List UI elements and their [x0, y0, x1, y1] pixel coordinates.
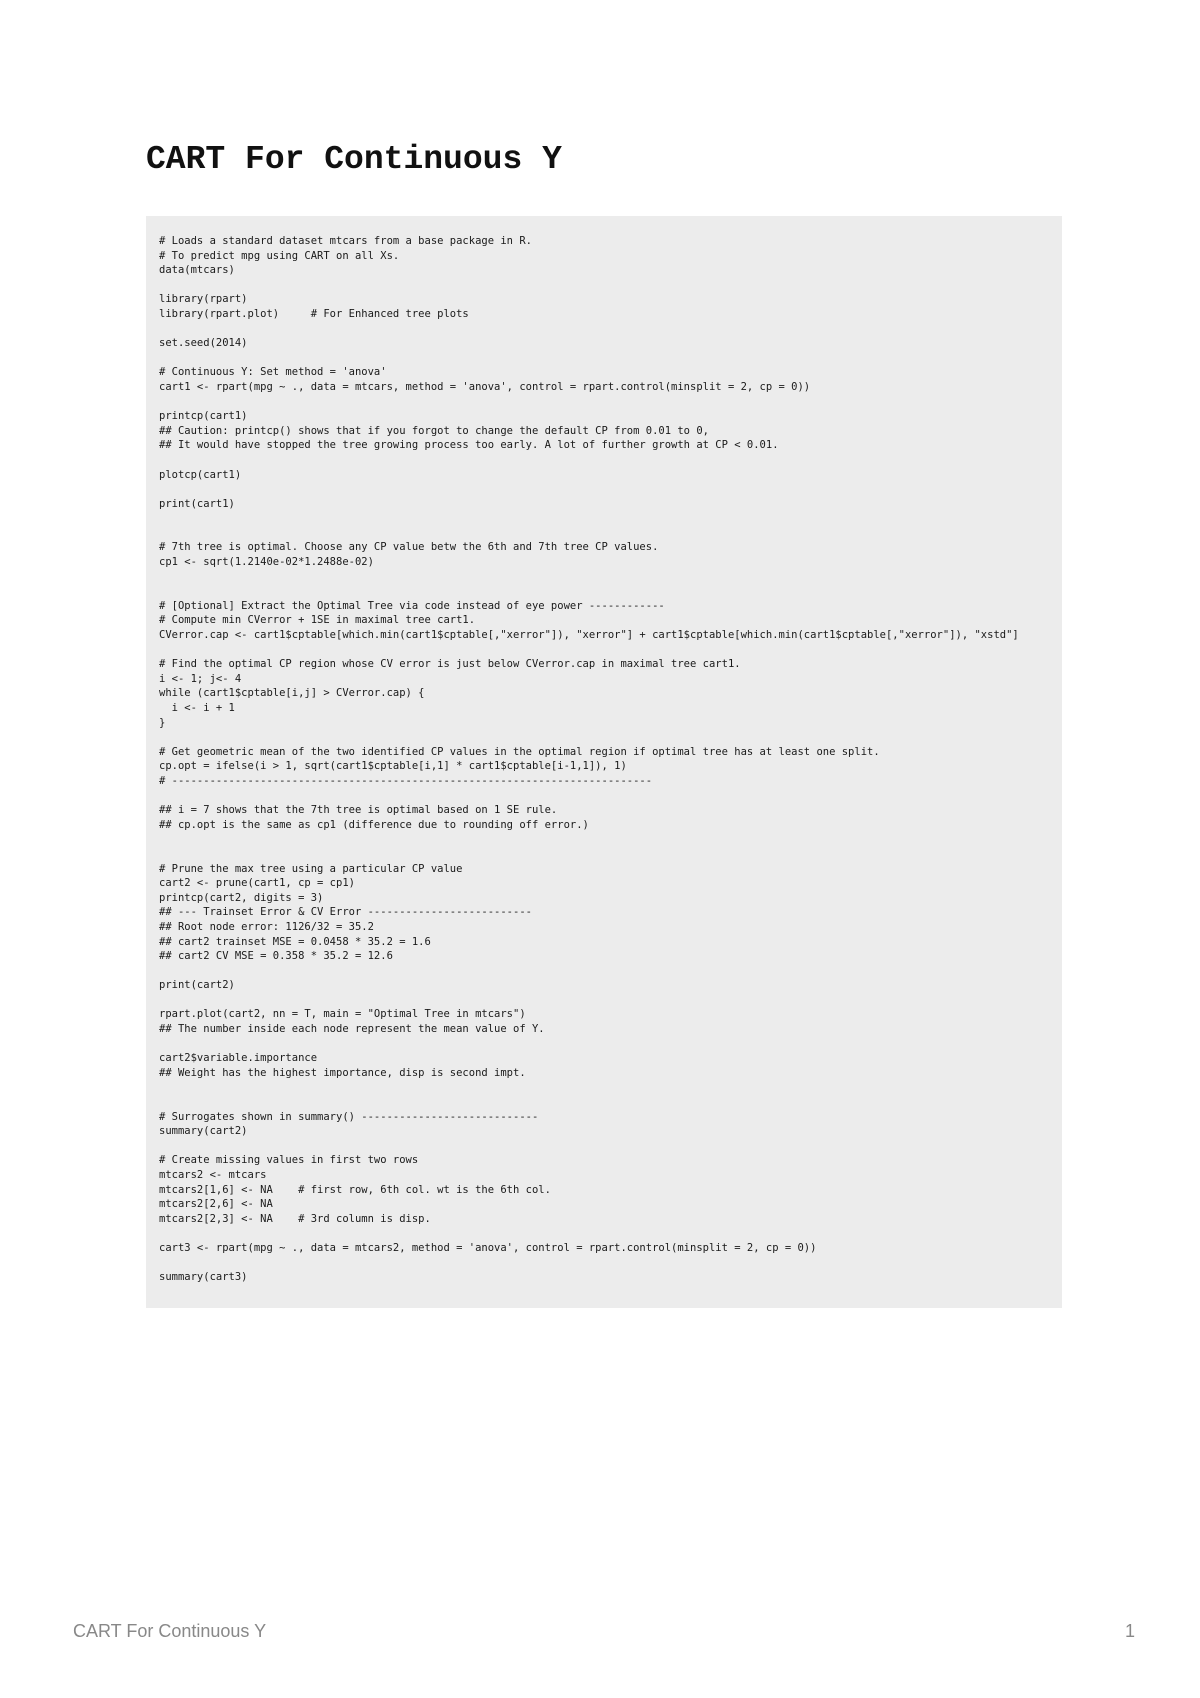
code-line: [159, 453, 1050, 468]
code-line: mtcars2 <- mtcars: [159, 1169, 267, 1181]
code-line: # To predict mpg using CART on all Xs.: [159, 249, 400, 262]
code-line: [159, 1037, 1050, 1052]
code-line: [159, 351, 1050, 366]
code-line: plotcp(cart1): [159, 468, 242, 481]
code-line: ## i = 7 shows that the 7th tree is optimal based on 1 SE rule.: [159, 804, 558, 817]
code-line: print(cart1): [159, 497, 235, 510]
code-line: library(rpart): [159, 293, 248, 306]
code-line: [159, 847, 1050, 862]
code-line: cart1 <- rpart(mpg ~ ., data = mtcars, method = 'anova', control = rpart.control(minsplit = 2, cp = 0)): [159, 380, 811, 393]
code-line: [159, 1139, 1050, 1154]
code-line: ## Root node error: 1126/32 = 35.2: [159, 920, 374, 933]
code-line: [159, 584, 1050, 599]
code-line: # Prune the max tree using a particular CP value: [159, 862, 463, 875]
code-line: [159, 570, 1050, 585]
code-line: # Compute min CVerror + 1SE in maximal tree cart1.: [159, 614, 476, 627]
code-line: [159, 789, 1050, 804]
page-number: 1: [1124, 1621, 1135, 1641]
code-line: print(cart2): [159, 979, 235, 992]
code-line: cart2$variable.importance: [159, 1052, 318, 1065]
code-line: summary(cart3): [159, 1271, 248, 1284]
code-line: }: [159, 716, 166, 729]
code-line: data(mtcars): [159, 264, 235, 277]
code-line: [159, 482, 1050, 497]
code-line: CVerror.cap <- cart1$cptable[which.min(cart1$cptable[,"xerror"]), "xerror"] + cart1$cptable[which.min(cart1$cptable[,"xerror"]), "xstd"]: [159, 629, 1019, 642]
code-line: cart3 <- rpart(mpg ~ ., data = mtcars2, method = 'anova', control = rpart.control(minsplit = 2, cp = 0)): [159, 1241, 817, 1254]
code-line: cp1 <- sqrt(1.2140e-02*1.2488e-02): [159, 556, 374, 569]
code-line: [159, 1226, 1050, 1241]
code-line: ## The number inside each node represent the mean value of Y.: [159, 1023, 545, 1036]
code-line: # Continuous Y: Set method = 'anova': [159, 366, 387, 379]
code-line: [159, 526, 1050, 541]
code-line: [159, 395, 1050, 410]
code-line: printcp(cart2, digits = 3): [159, 891, 324, 904]
code-line: [159, 964, 1050, 979]
code-line: [159, 1256, 1050, 1271]
code-line: # ----------------------------------------------------------------------------: [159, 774, 653, 787]
code-line: [159, 643, 1050, 658]
code-line: ## cart2 CV MSE = 0.358 * 35.2 = 12.6: [159, 950, 393, 963]
code-line: [159, 832, 1050, 847]
footer-title: CART For Continuous Y: [73, 1621, 267, 1641]
code-block: [146, 216, 1062, 1308]
code-line: ## --- Trainset Error & CV Error --------------------------: [159, 906, 532, 919]
code-line: library(rpart.plot) # For Enhanced tree plots: [159, 307, 469, 320]
code-line: # Surrogates shown in summary() ----------------------------: [159, 1110, 539, 1123]
code-line: ## cp.opt is the same as cp1 (difference due to rounding off error.): [159, 818, 589, 831]
code-line: # Get geometric mean of the two identified CP values in the optimal region if optimal tree has at least one split.: [159, 745, 880, 758]
code-line: rpart.plot(cart2, nn = T, main = "Optimal Tree in mtcars"): [159, 1008, 526, 1021]
code-line: [159, 511, 1050, 526]
code-line: ## cart2 trainset MSE = 0.0458 * 35.2 = 1.6: [159, 935, 431, 948]
code-line: printcp(cart1): [159, 410, 248, 423]
code-line: cart2 <- prune(cart1, cp = cp1): [159, 877, 355, 890]
code-line: i <- 1; j<- 4: [159, 672, 242, 685]
code-line: while (cart1$cptable[i,j] > CVerror.cap) {: [159, 687, 425, 700]
code-line: [159, 730, 1050, 745]
code-line: # Loads a standard dataset mtcars from a base package in R.: [159, 235, 532, 247]
code-line: [159, 993, 1050, 1008]
page-title: CART For Continuous Y: [146, 141, 562, 178]
code-line: # 7th tree is optimal. Choose any CP value betw the 6th and 7th tree CP values.: [159, 541, 659, 554]
code-line: i <- i + 1: [159, 702, 235, 714]
code-line: ## Caution: printcp() shows that if you forgot to change the default CP from 0.01 to 0,: [159, 424, 709, 437]
code-line: # [Optional] Extract the Optimal Tree via code instead of eye power ------------: [159, 599, 665, 612]
code-line: # Find the optimal CP region whose CV error is just below CVerror.cap in maximal tree cart1.: [159, 658, 741, 671]
code-line: ## It would have stopped the tree growing process too early. A lot of further growth at CP < 0.01.: [159, 439, 779, 452]
code-line: # Create missing values in first two rows: [159, 1154, 419, 1167]
code-line: cp.opt = ifelse(i > 1, sqrt(cart1$cptable[i,1] * cart1$cptable[i-1,1]), 1): [159, 760, 627, 773]
code-line: [159, 1095, 1050, 1110]
code-line: [159, 1080, 1050, 1095]
code-line: ## Weight has the highest importance, disp is second impt.: [159, 1066, 526, 1079]
code-line: [159, 322, 1050, 337]
code-line: mtcars2[2,6] <- NA: [159, 1198, 273, 1211]
code-line: [159, 278, 1050, 293]
code-line: set.seed(2014): [159, 337, 248, 350]
code-line: mtcars2[2,3] <- NA # 3rd column is disp.: [159, 1212, 431, 1225]
code-line: summary(cart2): [159, 1125, 248, 1138]
code-line: mtcars2[1,6] <- NA # first row, 6th col. wt is the 6th col.: [159, 1183, 551, 1196]
